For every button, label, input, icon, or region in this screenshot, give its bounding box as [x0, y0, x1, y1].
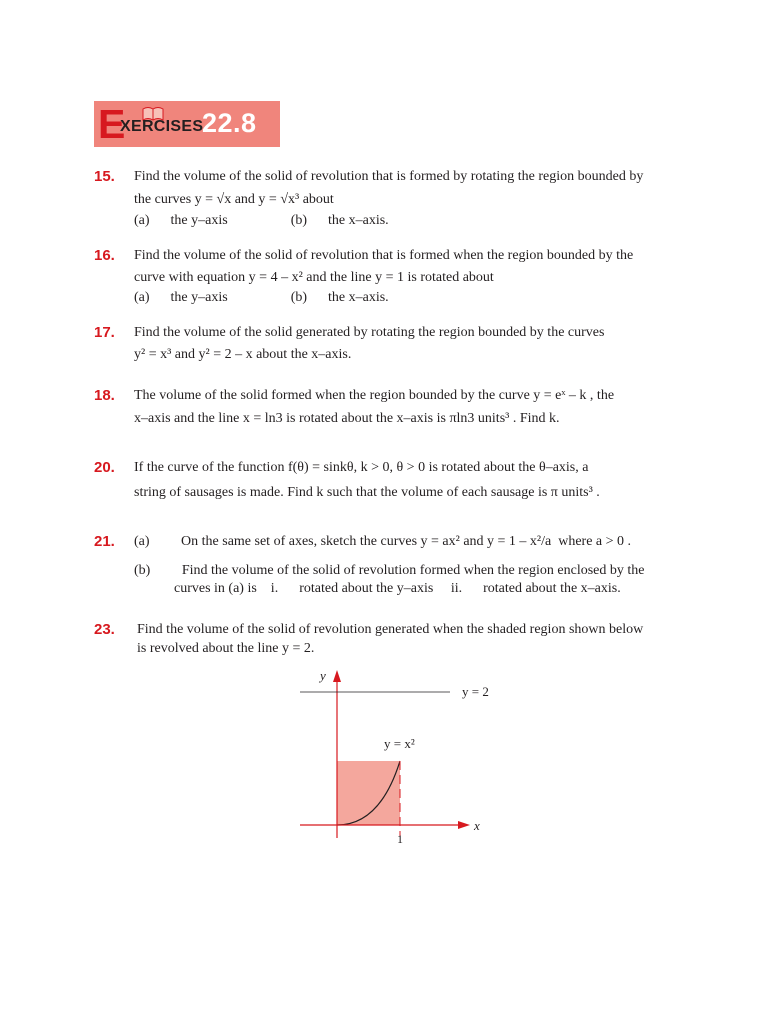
exercises-banner [94, 101, 280, 147]
question-line: is revolved about the line y = 2. [137, 641, 315, 656]
question-number: 23. [94, 621, 115, 638]
question-line: (b) Find the volume of the solid of revolution formed when the region enclosed by the [134, 563, 645, 578]
question-line: y² = x³ and y² = 2 – x about the x–axis. [134, 347, 352, 362]
question-line: curves in (a) is i. rotated about the y–axis ii. rotated about the x–axis. [174, 581, 621, 596]
question-line: (a) the y–axis (b) the x–axis. [134, 213, 389, 228]
question-line: string of sausages is made. Find k such that the volume of each sausage is π units³ . [134, 485, 600, 500]
question-line: (a) On the same set of axes, sketch the curves y = ax² and y = 1 – x²/a where a > 0 . [134, 534, 632, 549]
curve-label: y = x² [384, 736, 415, 751]
x-tick-label: 1 [397, 832, 403, 846]
question-line: Find the volume of the solid of revolution that is formed when the region bounded by the [134, 248, 634, 263]
question-number: 17. [94, 324, 115, 341]
question-number: 15. [94, 168, 115, 185]
x-axis-arrow [458, 821, 470, 829]
shaded-region-figure [290, 668, 490, 848]
question-number: 20. [94, 459, 115, 476]
question-number: 18. [94, 387, 115, 404]
shaded-region [337, 761, 400, 825]
x-axis-label: x [474, 818, 480, 833]
question-number: 21. [94, 533, 115, 550]
question-line: x–axis and the line x = ln3 is rotated about the x–axis is πln3 units³ . Find k. [134, 411, 560, 426]
question-line: curve with equation y = 4 – x² and the line y = 1 is rotated about [134, 270, 494, 285]
y-axis-label: y [320, 668, 326, 683]
y-axis-arrow [333, 670, 341, 682]
question-line: The volume of the solid formed when the region bounded by the curve y = eˣ – k , the [134, 388, 615, 403]
banner-word: XERCISES [120, 118, 204, 135]
question-line: Find the volume of the solid of revolution that is formed by rotating the region bounded by [134, 169, 644, 184]
line-y-2-label: y = 2 [462, 684, 489, 699]
question-number: 16. [94, 247, 115, 264]
question-line: If the curve of the function f(θ) = sinkθ, k > 0, θ > 0 is rotated about the θ–axis, a [134, 460, 589, 475]
banner-section-number: 22.8 [202, 108, 257, 138]
question-line: (a) the y–axis (b) the x–axis. [134, 290, 389, 305]
question-line: the curves y = √x and y = √x³ about [134, 192, 334, 207]
banner-e-letter: E [98, 101, 126, 147]
question-line: Find the volume of the solid of revolution generated when the shaded region shown below [137, 622, 644, 637]
question-line: Find the volume of the solid generated by rotating the region bounded by the curves [134, 325, 605, 340]
